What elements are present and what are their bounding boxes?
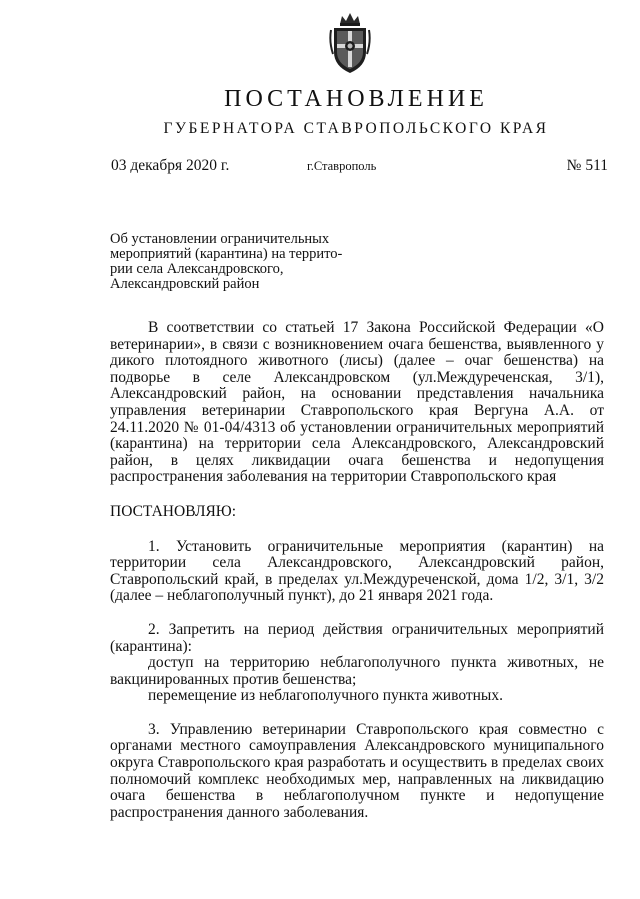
- decree-item-3: 3. Управлению ветеринарии Ставропольского края совместно с органами местного самоуправления Александровского муниципального округа Ставропольского края разработать и осуществить в пределах своих полномочий комплекс необходимых мер, направленных на ликвидацию очага бешенства в неблагополучном пункте и недопущение распространения данного заболевания.: [110, 720, 604, 821]
- document-subtitle: ГУБЕРНАТОРА СТАВРОПОЛЬСКОГО КРАЯ: [163, 120, 549, 137]
- document-number: № 511: [566, 157, 608, 174]
- decree-item-2-clause-a: доступ на территорию неблагополучного пункта животных, не вакцинированных против бешенства;: [110, 654, 604, 688]
- preamble-paragraph: В соответствии со статьей 17 Закона Российской Федерации «О ветеринарии», в связи с возникновением очага бешенства, выявленного у дикого плотоядного животного (лисы) (далее – очаг бешенства) на подворье в селе Александровском (ул.Междуреченская, 3/1), Александровский район, на основании представления начальника управления ветеринарии Ставропольского края Вергуна А.А. от 24.11.2020 № 01-04/4313 об установлении ограничительных мероприятий (карантина) на территории села Александровского, Александровский район, в целях ликвидации очага бешенства и недопущения распространения заболевания на территории Ставропольского края: [110, 319, 604, 486]
- decree-item-2-clause-b: перемещение из неблагополучного пункта животных.: [148, 687, 503, 705]
- subject-line: рии села Александровского,: [110, 261, 284, 277]
- document-city: г.Ставрополь: [307, 159, 377, 173]
- decree-heading: ПОСТАНОВЛЯЮ:: [110, 502, 237, 520]
- coat-of-arms-icon: [328, 10, 372, 76]
- document-subject: [110, 232, 370, 292]
- document-title: ПОСТАНОВЛЕНИЕ: [224, 86, 488, 112]
- subject-line: Александровский район: [110, 276, 260, 292]
- subject-line: мероприятий (карантина) на террито-: [110, 246, 343, 262]
- decree-item-2: 2. Запретить на период действия ограничительных мероприятий (карантина):: [110, 620, 604, 655]
- decree-item-1: 1. Установить ограничительные мероприятия (карантин) на территории села Александровского, Александровский район, Ставропольский край, в пределах ул.Междуреченской, дома 1/2, 3/1, 3/2 (далее – неблагополучный пункт), до 21 января 2021 года.: [110, 537, 604, 605]
- document-date: 03 декабря 2020 г.: [111, 157, 230, 174]
- document-body: [110, 320, 604, 821]
- subject-line: Об установлении ограничительных: [110, 231, 330, 247]
